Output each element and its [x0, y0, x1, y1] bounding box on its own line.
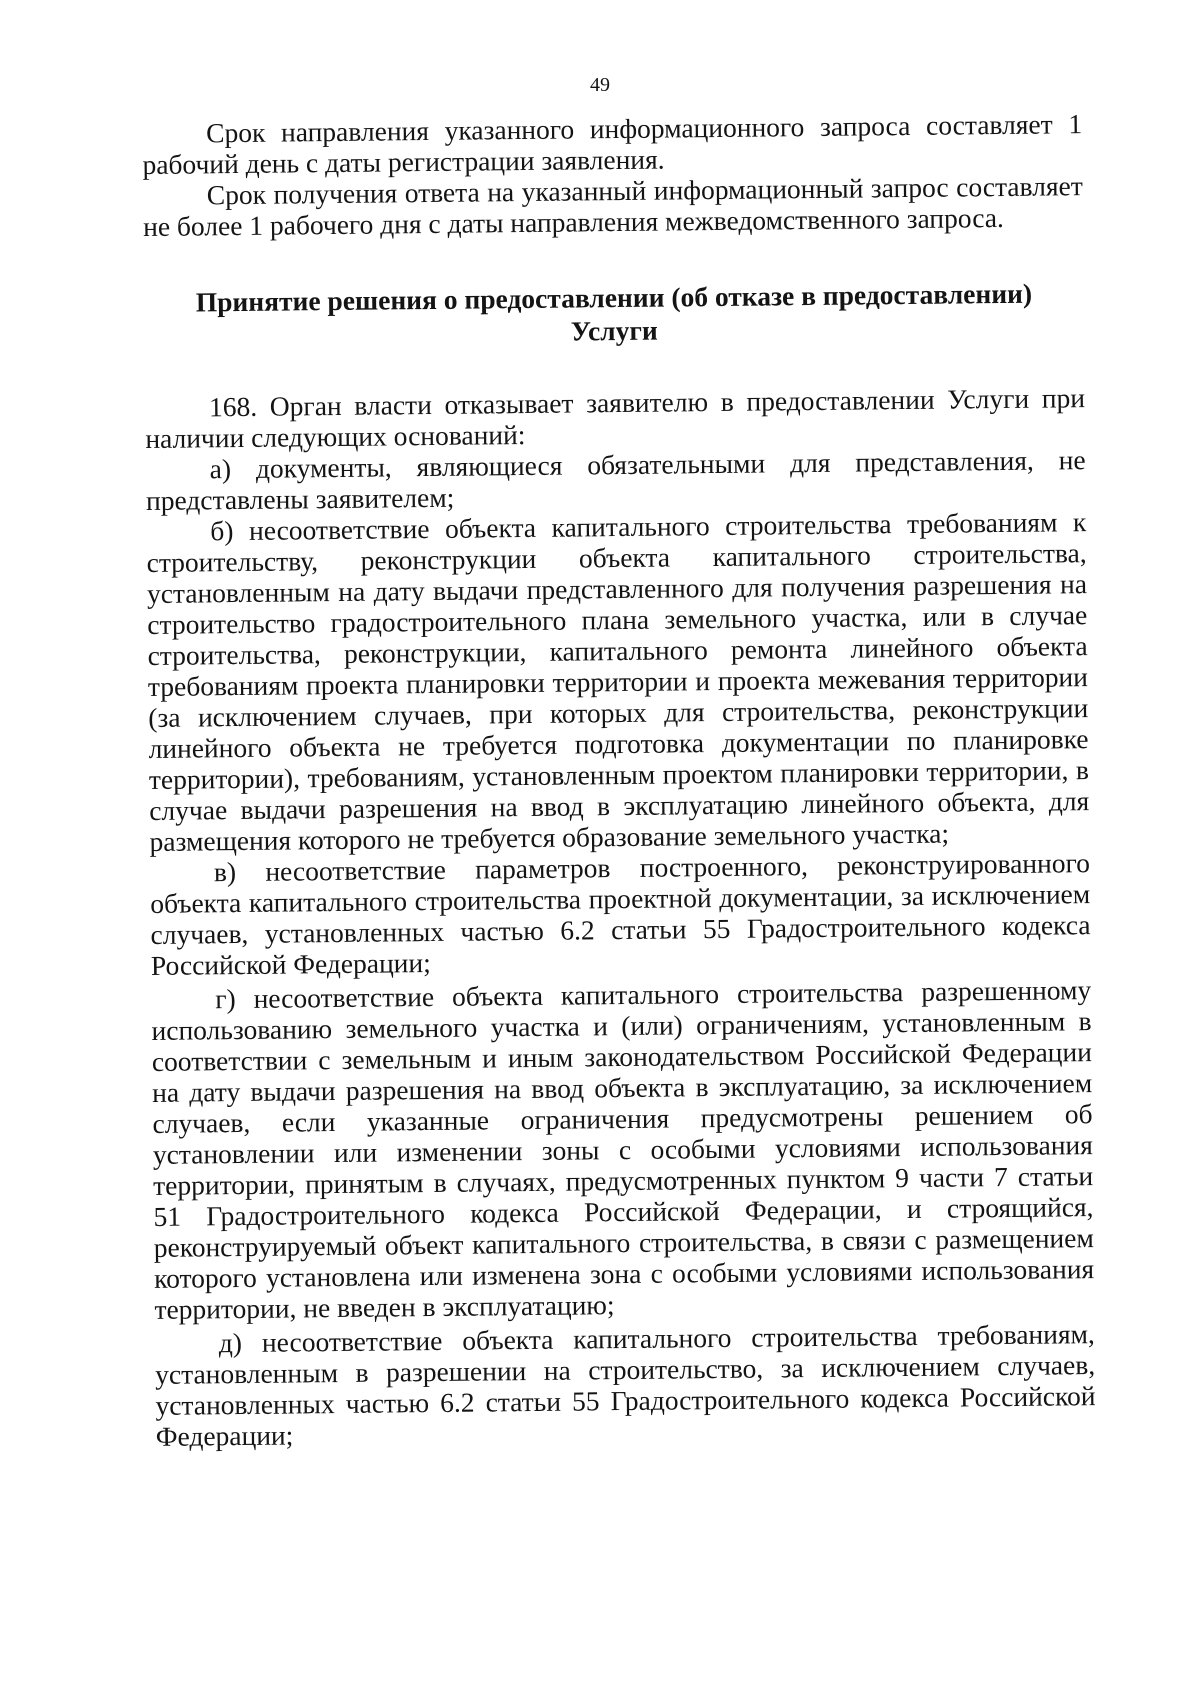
paragraph-item-v: в) несоответствие параметров построенного, реконструированного объекта капитального строительства проектной документации, за исключением случаев, установленных частью 6.2 статьи 55 Градостроительного кодекса Российской Федерации; — [150, 847, 1091, 981]
paragraph-item-b: б) несоответствие объекта капитального строительства требованиям к строительству, реконструкции объекта капитального строительства, установленным на дату выдачи представленного для получения разрешения на строительство градостроительного плана земельного участка, или в случае строительства, реконструкции, капитального ремонта линейного объекта требованиям проекта планировки территории и проекта межевания территории (за исключением случаев, при которых для строительства, реконструкции линейного объекта не требуется подготовка документации по планировке территории), требованиям, установленным проектом планировки территории, в случае выдачи разрешения на ввод в эксплуатацию линейного объекта, для размещения которого не требуется образование земельного участка; — [146, 506, 1090, 857]
paragraph-item-d: д) несоответствие объекта капитального строительства требованиям, установленным в разрешении на строительство, за исключением случаев, установленных частью 6.2 статьи 55 Градостроительного кодекса Российской Федерации; — [154, 1318, 1096, 1452]
section-heading-line-2: Услуги — [570, 314, 658, 347]
document-body — [142, 108, 1096, 1452]
page-number: 49 — [590, 74, 610, 96]
paragraph-response-deadline: Срок получения ответа на указанный информационный запрос составляет не более 1 рабочего дня с даты направления межведомственного запроса. — [142, 170, 1083, 242]
paragraph-168: 168. Орган власти отказывает заявителю в предоставлении Услуги при наличии следующих оснований: — [145, 382, 1086, 454]
paragraph-item-a: а) документы, являющиеся обязательными для представления, не представлены заявителем; — [145, 444, 1086, 516]
paragraph-item-g: г) несоответствие объекта капитального строительства разрешенному использованию земельного участка и (или) ограничениям, установленным в соответствии с земельным и иным законодательством Российской Федерации на дату выдачи разрешения на ввод объекта в эксплуатацию, за исключением случаев, если указанные ограничения предусмотрены решением об установлении или изменении зоны с особыми условиями использования территории, принятым в случаях, предусмотренных пунктом 9 части 7 статьи 51 Градостроительного кодекса Российской Федерации, и строящийся, реконструируемый объект капитального строительства, в связи с размещением которого установлена или изменена зона с особыми условиями использования территории, не введен в эксплуатацию; — [151, 974, 1095, 1325]
paragraph-request-deadline: Срок направления указанного информационного запроса составляет 1 рабочий день с даты регистрации заявления. — [142, 108, 1083, 180]
section-heading-line-1: Принятие решения о предоставлении (об отказе в предоставлении) — [195, 277, 1033, 318]
section-heading — [144, 276, 1085, 352]
